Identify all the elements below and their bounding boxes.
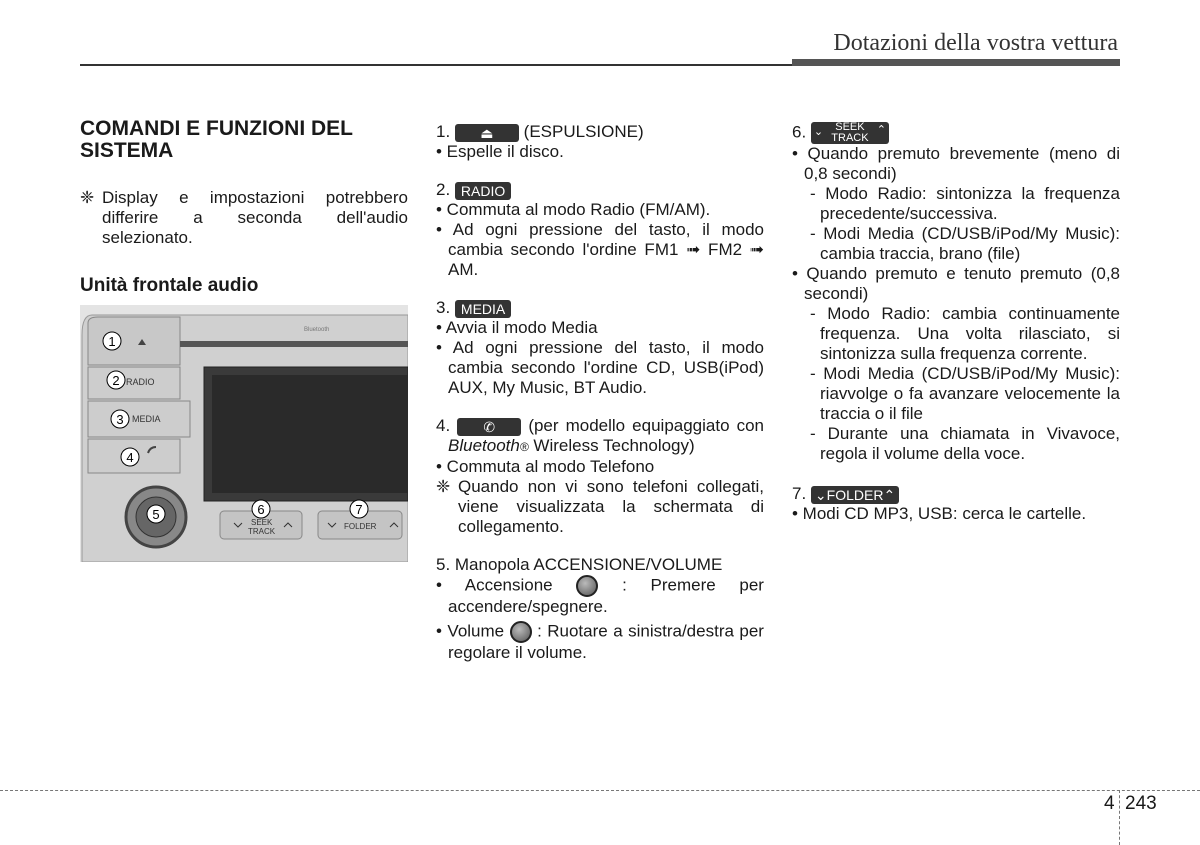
chevron-up-icon: ⌃ — [883, 486, 896, 503]
chapter-number: 4 — [1104, 793, 1115, 814]
item-1-line: 1. ⏏ (ESPULSIONE) — [436, 122, 644, 141]
callout-5: 5 — [152, 507, 160, 522]
page-number: 243 — [1125, 793, 1157, 814]
item-3-bullet-1: • Avvia il modo Media — [436, 318, 598, 337]
chevron-down-icon: ⌄ — [814, 486, 827, 503]
running-header: Dotazioni della vostra vettura — [833, 30, 1118, 56]
chevron-down-icon: ⌄ — [813, 126, 824, 138]
note-text: Display e impostazioni potrebbero differire a seconda dell'audio selezionato. — [102, 188, 408, 247]
callout-3: 3 — [116, 412, 124, 427]
item-4-line: 4. ✆ (per modello equipaggiato con Bluetooth® Wireless Technology) — [436, 416, 764, 455]
fig-track-label: TRACK — [248, 527, 276, 536]
left-column — [80, 118, 408, 296]
item-4-note: ❈ Quando non vi sono telefoni collegati, viene visualizzata la schermata di collegamento. — [436, 477, 764, 536]
header-rule — [80, 64, 792, 66]
callout-7: 7 — [355, 502, 363, 517]
audio-unit-figure — [80, 305, 408, 562]
item-2-line: 2. RADIO — [436, 180, 764, 200]
seek-track-key: ⌄ SEEK TRACK ⌃ — [811, 122, 889, 144]
media-key: MEDIA — [455, 300, 511, 318]
callout-4: 4 — [126, 450, 134, 465]
item-5-bullet-2: • Volume : Ruotare a sinistra/destra per regolare il volume. — [436, 621, 764, 662]
item-6-dash-5: - Durante una chiamata in Vivavoce, regola il volume della voce. — [810, 424, 1120, 463]
item-6-dash-2: - Modi Media (CD/USB/iPod/My Music): cambia traccia, brano (file) — [810, 224, 1120, 263]
item-3-bullet-2: • Ad ogni pressione del tasto, il modo cambia secondo l'ordine CD, USB(iPod) AUX, My Music, BT Audio. — [436, 338, 764, 397]
note-mark: ❈ — [80, 188, 95, 207]
chevron-up-icon: ⌃ — [876, 124, 886, 136]
item-1-bullet: • Espelle il disco. — [436, 142, 564, 161]
knob-icon — [510, 621, 532, 643]
item-7-line: 7. ⌄FOLDER⌃ — [792, 484, 1120, 504]
phone-key-icon: ✆ — [457, 418, 521, 436]
knob-icon — [576, 575, 598, 597]
item-6-bullet-1: • Quando premuto brevemente (meno di 0,8 secondi) — [792, 144, 1120, 183]
eject-key-icon: ⏏ — [455, 124, 519, 142]
note-paragraph — [80, 188, 408, 248]
item-6-bullet-2: • Quando premuto e tenuto premuto (0,8 secondi) — [792, 264, 1120, 303]
fig-folder-label: FOLDER — [344, 522, 377, 531]
item-2-bullet-2: • Ad ogni pressione del tasto, il modo cambia secondo l'ordine FM1 ➟ FM2 ➟ AM. — [436, 220, 764, 279]
fig-media-label: MEDIA — [132, 414, 161, 424]
subheading: Unità frontale audio — [80, 275, 259, 296]
callout-1: 1 — [108, 334, 116, 349]
fig-radio-label: RADIO — [126, 377, 155, 387]
item-6-dash-3: - Modo Radio: cambia continuamente frequenza. Una volta rilasciato, si sintonizza sulla frequenza corrente. — [810, 304, 1120, 363]
callout-2: 2 — [112, 373, 120, 388]
footer-rule — [0, 790, 1200, 791]
item-6-dash-4: - Modi Media (CD/USB/iPod/My Music): riavvolge o fa avanzare velocemente la traccia o il file — [810, 364, 1120, 423]
item-7-bullet: • Modi CD MP3, USB: cerca le cartelle. — [792, 504, 1087, 523]
item-5-bullet-1: • Accensione : Premere per accendere/spegnere. — [436, 575, 764, 616]
right-column — [792, 122, 1120, 524]
section-heading: COMANDI E FUNZIONI DEL SISTEMA — [80, 117, 353, 162]
radio-key: RADIO — [455, 182, 511, 200]
item-4-bullet: • Commuta al modo Telefono — [436, 457, 655, 476]
item-6-line: 6. ⌄ SEEK TRACK ⌃ — [792, 122, 1120, 144]
header-rule-bar — [792, 59, 1120, 66]
audio-unit-illustration — [80, 305, 408, 562]
footer-divider — [1119, 790, 1120, 845]
item-5-title: 5. Manopola ACCENSIONE/VOLUME — [436, 555, 723, 574]
item-2-bullet-1: • Commuta al modo Radio (FM/AM). — [436, 200, 711, 219]
callout-6: 6 — [257, 502, 265, 517]
middle-column — [436, 122, 764, 663]
folder-key: ⌄FOLDER⌃ — [811, 486, 899, 504]
fig-brand: Bluetooth — [304, 327, 330, 333]
item-6-dash-1: - Modo Radio: sintonizza la frequenza precedente/successiva. — [810, 184, 1120, 223]
item-3-line: 3. MEDIA — [436, 298, 764, 318]
fig-seek-label: SEEK — [251, 518, 273, 527]
